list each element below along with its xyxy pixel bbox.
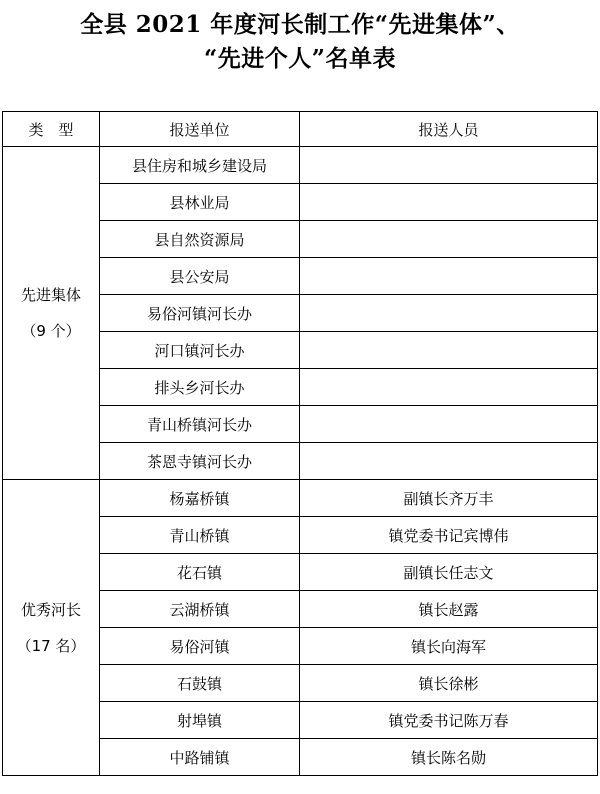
category-name: 先进集体 (20, 286, 81, 304)
category-count: （9 个） (21, 322, 81, 340)
unit-cell: 县住房和城乡建设局 (100, 147, 300, 184)
unit-cell: 杨嘉桥镇 (100, 480, 300, 517)
person-cell (300, 221, 598, 258)
header-person: 报送人员 (300, 112, 598, 147)
person-cell: 副镇长任志文 (300, 554, 598, 591)
person-cell (300, 147, 598, 184)
unit-cell: 茶恩寺镇河长办 (100, 443, 300, 480)
unit-cell: 石鼓镇 (100, 665, 300, 702)
category-count: （17 名） (16, 636, 86, 655)
person-cell (300, 443, 598, 480)
unit-cell: 青山桥镇 (100, 517, 300, 554)
unit-cell: 花石镇 (100, 554, 300, 591)
person-cell (300, 258, 598, 295)
unit-cell: 县林业局 (100, 184, 300, 221)
unit-cell: 青山桥镇河长办 (100, 406, 300, 443)
person-cell: 镇党委书记陈万春 (300, 702, 598, 739)
category-name: 优秀河长 (20, 600, 81, 619)
award-list-table (2, 111, 598, 776)
unit-cell: 排头乡河长办 (100, 369, 300, 406)
unit-cell: 易俗河镇河长办 (100, 295, 300, 332)
unit-cell: 县公安局 (100, 258, 300, 295)
person-cell: 镇长赵露 (300, 591, 598, 628)
unit-cell: 县自然资源局 (100, 221, 300, 258)
person-cell: 镇长徐彬 (300, 665, 598, 702)
unit-cell: 易俗河镇 (100, 628, 300, 665)
person-cell: 副镇长齐万丰 (300, 480, 598, 517)
person-cell: 镇长向海军 (300, 628, 598, 665)
category-cell (3, 147, 100, 480)
table-header-row (3, 112, 598, 147)
person-cell (300, 332, 598, 369)
person-cell: 镇长陈名勋 (300, 739, 598, 776)
unit-cell: 射埠镇 (100, 702, 300, 739)
person-cell (300, 295, 598, 332)
unit-cell: 河口镇河长办 (100, 332, 300, 369)
person-cell (300, 406, 598, 443)
unit-cell: 云湖桥镇 (100, 591, 300, 628)
category-cell (3, 480, 100, 776)
document-title-line-2: “先进个人”名单表 (204, 45, 396, 72)
document-title-line-1: 全县 2021 年度河长制工作“先进集体”、 (80, 11, 520, 38)
person-cell (300, 184, 598, 221)
unit-cell: 中路铺镇 (100, 739, 300, 776)
table-row (3, 147, 598, 184)
header-unit: 报送单位 (100, 112, 300, 147)
table-row (3, 480, 598, 517)
person-cell (300, 369, 598, 406)
header-type: 类 型 (3, 112, 100, 147)
person-cell: 镇党委书记宾博伟 (300, 517, 598, 554)
